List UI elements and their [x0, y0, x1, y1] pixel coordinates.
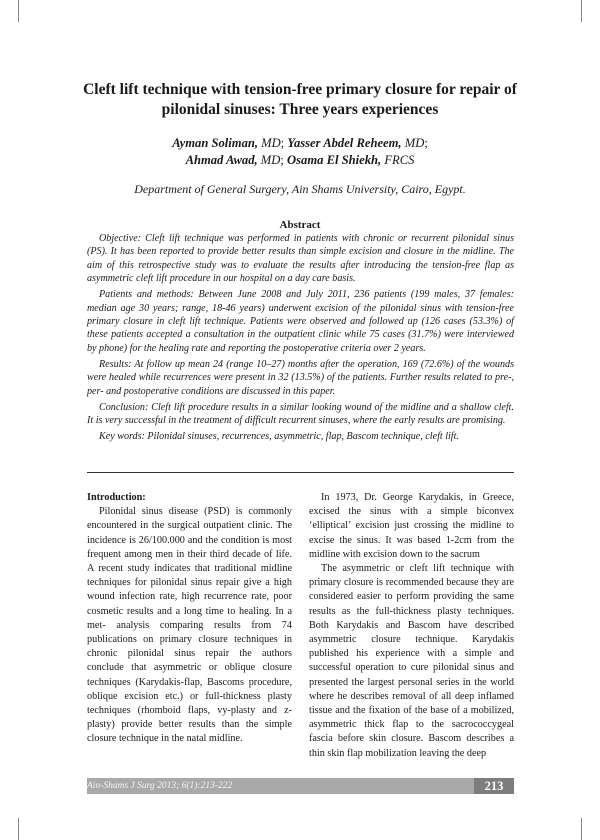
crop-mark: [18, 0, 19, 22]
author-name: Ahmad Awad,: [185, 153, 258, 167]
title-line-2: pilonidal sinuses: Three years experiences: [161, 101, 439, 118]
paper-title: [60, 80, 540, 120]
author-degree: MD: [401, 136, 425, 150]
title-line-1: Cleft lift technique with tension-free primary closure for repair of: [83, 81, 517, 98]
author-degree: FRCS: [381, 153, 415, 167]
author-degree: MD: [258, 136, 281, 150]
body-paragraph: The asymmetric or cleft lift technique with primary closure is recommended because they are considered easier to perform providing the same results as the full-thickness plasty techniques. Both Karydakis and Bascom have described asymmetric closure technique. Karydakis published his experience with a simple and successful operation to cure pilonidal sinus and presented the largest personal series in the world where he describes removal of all deep inflamed tissue and the fixation of the base of a mobilized, asymmetric thick flap to the sacrococcygeal fascia before skin closure. Bascom describes a thin skin flap mobilization leaving the deep: [309, 563, 514, 759]
body-paragraph: In 1973, Dr. George Karydakis, in Greece, excised the sinus with a simple biconvex ‘elliptical’ excision just crossing the midline to excise the sinus. It was based 1-2cm from the midline with excision down to the sacrum: [309, 492, 514, 560]
abstract-body: [87, 232, 514, 446]
author-line-2: Ahmad Awad, MD; Osama El Shiekh, FRCS: [185, 153, 415, 167]
author-name: Yasser Abdel Reheem,: [287, 136, 402, 150]
left-column: [87, 491, 292, 747]
crop-mark: [581, 818, 582, 840]
page-number: 213: [474, 778, 514, 794]
author-list: [60, 135, 540, 169]
introduction-paragraph: Pilonidal sinus disease (PSD) is commonly encountered in the surgical outpatient clinic. The incidence is 26/100.000 and the condition is most frequent among men in their third decade of life. A recent study indicates that traditional midline techniques for pilonidal sinus repair give a high wound infection rate, high recurrence rate, poor cosmetic results and a long time to healing. In a met- analysis comparing results from 74 publications on primary closure techniques in chronic pilonidal sinus repair the authors conclude that asymmetric or oblique closure techniques (Karydakis-flap, Bascoms procedure, oblique excision etc.) or full-thickness plasty techniques (rhomboid flaps, vy-plasty and z-plasty) provide better results than the simple closure technique in the natal midline.: [87, 506, 292, 745]
abstract-conclusion: Conclusion: Cleft lift procedure results in a similar looking wound of the midline and a shallow cleft. It is very successful in the treatment of difficult recurrent sinuses, where the early results are promising.: [87, 401, 514, 427]
abstract-results: Results: At follow up mean 24 (range 10–27) months after the operation, 169 (72.6%) of the wounds were healed while recurrences were present in 32 (13.5%) of the patients. Further results related to pre-, per- and postoperative conditions are discussed in this paper.: [87, 358, 514, 397]
footer-bar: [87, 778, 514, 794]
section-divider: [87, 472, 514, 473]
author-degree: MD: [257, 153, 281, 167]
crop-mark: [18, 818, 19, 840]
journal-citation: Ain-Shams J Surg 2013; 6(1):213-222: [87, 781, 233, 791]
author-name: Ayman Soliman,: [172, 136, 259, 150]
abstract-objective: Objective: Cleft lift technique was performed in patients with chronic or recurrent pilonidal sinus (PS). It has been reported to provide better results than simple excision and closure in the midline. The aim of this retrospective study was to evaluate the results after introducing the tension-free flap as asymmetric cleft lift procedure in our hospital on a day care basis.: [87, 233, 514, 285]
department-affiliation: Department of General Surgery, Ain Shams University, Cairo, Egypt.: [134, 182, 466, 196]
author-line-1: Ayman Soliman, MD; Yasser Abdel Reheem, MD;: [172, 136, 428, 150]
introduction-heading: Introduction:: [87, 492, 146, 503]
crop-mark: [581, 0, 582, 22]
abstract-heading: Abstract: [279, 219, 321, 231]
right-column: [309, 491, 514, 761]
abstract-keywords: Key words: Pilonidal sinuses, recurrences, asymmetric, flap, Bascom technique, cleft lift.: [99, 431, 459, 443]
abstract-methods: Patients and methods: Between June 2008 and July 2011, 236 patients (199 males, 37 females: median age 30 years; range, 18-46 years) underwent excision of the pilonidal sinus with tension-free primary closure in cleft lift technique. Patients were observed and followed up (126 cases (53.3%) of these patients accepted a consultation in the outpatient clinic while 75 cases (31.7%) were interviewed by phone) for the healing rate and reporting the postoperative criteria over 2 years.: [87, 289, 514, 354]
author-name: Osama El Shiekh,: [287, 153, 382, 167]
